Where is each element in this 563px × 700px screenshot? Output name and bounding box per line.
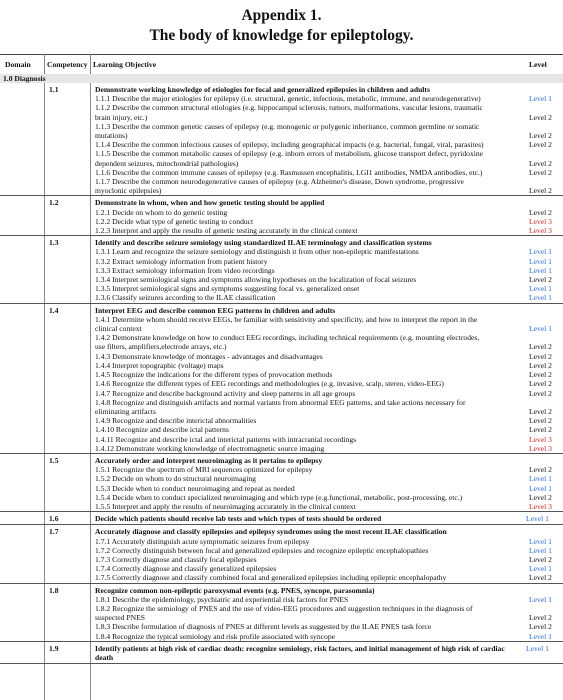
competency-section bbox=[0, 236, 563, 303]
level-value: Level 2 bbox=[529, 406, 552, 416]
level-value bbox=[525, 149, 563, 158]
learning-objective-text: 1.5.1 Recognize the spectrum of MRI sequences optimized for epilepsy bbox=[95, 465, 313, 475]
learning-objective-text: 1.8.2 Recognize the semiology of PNES and the use of video-EEG procedures and suggestion techniques in the diagnosis of bbox=[95, 603, 473, 613]
level-value: Level 2 bbox=[529, 275, 552, 285]
level-value: Level 3 bbox=[529, 434, 552, 444]
level-value: Level 3 bbox=[529, 443, 552, 453]
objective-row bbox=[0, 474, 563, 483]
objective-row bbox=[0, 315, 563, 324]
level-value: Level 2 bbox=[529, 554, 552, 564]
objective-row bbox=[0, 435, 563, 444]
learning-objective-text: brain injury, etc.) bbox=[95, 112, 148, 122]
column-header-competency: Competency bbox=[47, 60, 88, 69]
level-value: Level 1 bbox=[529, 256, 552, 266]
column-header-learning-objective: Learning Objective bbox=[93, 60, 157, 69]
objective-row bbox=[0, 131, 563, 140]
level-value: Level 1 bbox=[526, 514, 549, 524]
level-value: Level 1 bbox=[526, 643, 549, 653]
competency-title: Demonstrate working knowledge of etiologies for focal and generalized epilepsies in children and adults bbox=[95, 85, 430, 94]
learning-objective-text: 1.5.2 Decide on whom to do structural neuroimaging bbox=[95, 474, 256, 484]
learning-objective-text: 1.1.2 Describe the common structural etiologies (e.g. hippocampal sclerosis, tumors, malformations, vascular lesions, traumatic bbox=[95, 103, 483, 113]
competency-number: 1.9 bbox=[49, 643, 59, 653]
objective-row bbox=[0, 389, 563, 398]
level-value: Level 1 bbox=[529, 284, 552, 294]
learning-objective-text: 1.4.6 Recognize the different types of EEG recordings and methodologies (e.g. invasive, scalp, stereo, video-EEG) bbox=[95, 379, 444, 389]
learning-objective-text: 1.4.2 Demonstrate knowledge on how to conduct EEG recordings, including technical requirements (e.g. mounting electrodes, bbox=[95, 333, 480, 343]
competency-heading-row bbox=[0, 83, 563, 94]
objective-row bbox=[0, 555, 563, 564]
objective-row bbox=[0, 208, 563, 217]
learning-objective-text: 1.8.4 Recognize the typical semiology and risk profile associated with syncope bbox=[95, 631, 335, 641]
objective-row bbox=[0, 226, 563, 235]
learning-objective-text: 1.5.4 Decide when to conduct specialized neuroimaging and which type (e.g.functional, metabolic, post-processing, etc.) bbox=[95, 492, 463, 502]
competency-number: 1.5 bbox=[49, 455, 59, 465]
level-value: Level 1 bbox=[529, 293, 552, 303]
domain-label: 1.0 Diagnosis bbox=[3, 74, 46, 83]
objective-row bbox=[0, 361, 563, 370]
objective-row bbox=[0, 177, 563, 186]
learning-objective-text: 1.2.3 Interpret and apply the results of genetic testing accurately in the clinical context bbox=[95, 226, 358, 236]
objective-row bbox=[0, 444, 563, 453]
learning-objective-text: 1.3.6 Classify seizures according to the ILAE classification bbox=[95, 293, 276, 303]
learning-objective-text: suspected PNES bbox=[95, 613, 145, 623]
objective-row bbox=[0, 398, 563, 407]
competency-heading-row bbox=[0, 196, 563, 207]
level-value bbox=[525, 122, 563, 131]
learning-objective-text: dependent seizures, mitochondrial pathologies) bbox=[95, 158, 239, 168]
competency-number: 1.1 bbox=[49, 85, 59, 94]
learning-objective-text: 1.3.5 Interpret semiological signs and symptoms suggesting focal vs. generalized onset bbox=[95, 284, 360, 294]
learning-objective-text: 1.8.3 Describe formulation of diagnosis of PNES at different levels as suggested by the ILAE PNES task force bbox=[95, 622, 432, 632]
objective-row bbox=[0, 257, 563, 266]
level-value: Level 1 bbox=[529, 247, 552, 257]
learning-objective-text: 1.1.3 Describe the common genetic causes of epilepsy (e.g. monogenic or polygenic inheritance, common germline or somatic bbox=[95, 121, 480, 131]
objective-row bbox=[0, 324, 563, 333]
learning-objective-text: 1.1.1 Describe the major etiologies for epilepsy (i.e. structural, genetic, infectious, metabolic, immune, and neurodegenerative) bbox=[95, 94, 481, 104]
objective-row bbox=[0, 122, 563, 131]
learning-objective-text: 1.4.9 Recognize and describe interictal abnormalities bbox=[95, 416, 257, 426]
objective-row bbox=[0, 275, 563, 284]
competency-title: Accurately diagnose and classify epilepsies and epilepsy syndromes using the most recent ILAE classification bbox=[95, 527, 447, 537]
objective-row bbox=[0, 333, 563, 342]
learning-objective-text: 1.4.12 Demonstrate working knowledge of electromagnetic source imaging bbox=[95, 443, 325, 453]
level-value: Level 3 bbox=[529, 216, 552, 226]
column-header-domain: Domain bbox=[5, 60, 31, 69]
competency-heading-row bbox=[0, 525, 563, 536]
level-value: Level 1 bbox=[529, 594, 552, 604]
objective-row bbox=[0, 493, 563, 502]
learning-objective-text: 1.4.10 Recognize and describe ictal patterns bbox=[95, 425, 229, 435]
learning-objective-text: 1.7.5 Correctly diagnose and classify combined focal and generalized epilepsies including epileptic encephalopathy bbox=[95, 573, 447, 583]
learning-objective-text: 1.4.1 Determine whom should receive EEGs, be familiar with sensitivity and specificity, and how to interpret the report in the bbox=[95, 314, 478, 324]
objective-row bbox=[0, 502, 563, 511]
objective-row bbox=[0, 604, 563, 613]
competency-title: Recognize common non-epileptic paroxysmal events (e.g. PNES, syncope, parasomnia) bbox=[95, 585, 375, 595]
learning-objective-text: 1.4.7 Recognize and describe background activity and sleep patterns in all age groups bbox=[95, 388, 356, 398]
learning-objective-text: 1.8.1 Describe the epidemiology, psychiatric and experiential risk factors for PNES bbox=[95, 594, 349, 604]
objective-row bbox=[0, 113, 563, 122]
objective-row bbox=[0, 632, 563, 641]
competency-number: 1.4 bbox=[49, 305, 59, 315]
objective-row bbox=[0, 247, 563, 256]
level-value: Level 2 bbox=[529, 186, 552, 196]
learning-objective-text: clinical context bbox=[95, 324, 142, 334]
competency-title: Demonstrate in whom, when and how genetic testing should be applied bbox=[95, 198, 325, 208]
level-value: Level 2 bbox=[529, 465, 552, 475]
level-value: Level 2 bbox=[529, 425, 552, 435]
level-value: Level 1 bbox=[529, 94, 552, 104]
objective-row bbox=[0, 352, 563, 361]
level-value bbox=[525, 398, 563, 407]
learning-objective-text: 1.4.5 Recognize the indications for the different types of provocation methods bbox=[95, 370, 333, 380]
objective-row bbox=[0, 564, 563, 573]
competency-section bbox=[0, 642, 563, 664]
learning-objective-text: myoclonic epilepsies) bbox=[95, 186, 162, 196]
level-value: Level 2 bbox=[529, 158, 552, 168]
competency-title: Accurately order and interpret neuroimaging as it pertains to epilepsy bbox=[95, 455, 323, 465]
learning-objective-text: 1.4.4 Interpret topographic (voltage) maps bbox=[95, 360, 224, 370]
level-value: Level 2 bbox=[529, 351, 552, 361]
level-value bbox=[525, 604, 563, 613]
objective-row bbox=[0, 370, 563, 379]
level-value: Level 2 bbox=[529, 370, 552, 380]
objective-row bbox=[0, 595, 563, 604]
competency-heading-row bbox=[0, 512, 563, 524]
level-value bbox=[525, 103, 563, 112]
objective-row bbox=[0, 284, 563, 293]
objective-row bbox=[0, 622, 563, 631]
learning-objective-text: 1.3.4 Interpret semiological signs and symptoms allowing hypotheses on the localization of focal seizures bbox=[95, 275, 417, 285]
level-value: Level 2 bbox=[529, 388, 552, 398]
level-value: Level 1 bbox=[529, 564, 552, 574]
learning-objective-text: 1.5.5 Interpret and apply the results of neuroimaging accurately in the clinical context bbox=[95, 501, 356, 511]
competency-title: Interpret EEG and describe common EEG patterns in children and adults bbox=[95, 305, 336, 315]
objective-row bbox=[0, 546, 563, 555]
objective-row bbox=[0, 266, 563, 275]
level-value: Level 2 bbox=[529, 112, 552, 122]
competency-table-body bbox=[0, 83, 563, 664]
competency-section bbox=[0, 525, 563, 583]
competency-number: 1.8 bbox=[49, 585, 59, 595]
learning-objective-text: 1.4.8 Recognize and distinguish artifacts and normal variants from abnormal EEG patterns, and take actions necessary for bbox=[95, 397, 466, 407]
competency-section bbox=[0, 83, 563, 196]
competency-heading-row bbox=[0, 236, 563, 247]
learning-objective-text: mutations) bbox=[95, 131, 128, 141]
objective-row bbox=[0, 217, 563, 226]
objective-row bbox=[0, 425, 563, 434]
objective-row bbox=[0, 484, 563, 493]
objective-row bbox=[0, 537, 563, 546]
objective-row bbox=[0, 140, 563, 149]
learning-objective-text: 1.7.3 Correctly diagnose and classify focal epilepsies bbox=[95, 554, 257, 564]
level-value: Level 2 bbox=[529, 416, 552, 426]
level-value bbox=[525, 177, 563, 186]
learning-objective-text: 1.3.3 Extract semiology information from video recordings bbox=[95, 265, 275, 275]
objective-row bbox=[0, 159, 563, 168]
level-value: Level 1 bbox=[529, 474, 552, 484]
learning-objective-text: 1.3.1 Learn and recognize the seizure semiology and distinguish it from other non-epileptic manifestations bbox=[95, 247, 419, 257]
table-header-row bbox=[0, 54, 563, 75]
objective-row bbox=[0, 379, 563, 388]
learning-objective-text: 1.3.2 Extract semiology information from patient history bbox=[95, 256, 268, 266]
competency-heading-row bbox=[0, 454, 563, 465]
learning-objective-text: 1.2.2 Decide what type of genetic testing to conduct bbox=[95, 216, 254, 226]
objective-row bbox=[0, 293, 563, 302]
level-value: Level 2 bbox=[529, 573, 552, 583]
learning-objective-text: 1.5.3 Decide when to conduct neuroimaging and repeat as needed bbox=[95, 483, 295, 493]
document-title: The body of knowledge for epileptology. bbox=[149, 27, 414, 44]
learning-objective-text: 1.7.2 Correctly distinguish between focal and generalized epilepsies and recognize epileptic encephalopathies bbox=[95, 545, 429, 555]
level-value: Level 1 bbox=[529, 265, 552, 275]
level-value: Level 1 bbox=[529, 483, 552, 493]
level-value: Level 2 bbox=[529, 167, 552, 177]
learning-objective-text: use filters, amplifiers,electrode arrays, etc.) bbox=[95, 342, 227, 352]
objective-row bbox=[0, 416, 563, 425]
level-value: Level 1 bbox=[529, 324, 552, 334]
learning-objective-text: 1.7.1 Accurately distinguish acute symptomatic seizures from epilepsy bbox=[95, 536, 310, 546]
domain-row bbox=[0, 74, 563, 83]
competency-number: 1.7 bbox=[49, 527, 59, 537]
competency-number: 1.3 bbox=[49, 238, 59, 248]
level-value: Level 3 bbox=[529, 226, 552, 236]
competency-heading-row bbox=[0, 584, 563, 595]
level-value: Level 2 bbox=[529, 140, 552, 150]
competency-heading-row bbox=[0, 304, 563, 315]
learning-objective-text: 1.1.6 Describe the common immune causes of epilepsy (e.g. Rasmussen encephalitis, LGI1 antibodies, NMDA antibodies, etc.) bbox=[95, 167, 483, 177]
objective-row bbox=[0, 573, 563, 582]
objective-row bbox=[0, 94, 563, 103]
objective-row bbox=[0, 407, 563, 416]
level-value: Level 1 bbox=[529, 631, 552, 641]
competency-number: 1.2 bbox=[49, 198, 59, 208]
competency-title: Decide which patients should receive lab tests and which types of tests should be ordered bbox=[95, 514, 382, 524]
objective-row bbox=[0, 465, 563, 474]
level-value: Level 2 bbox=[529, 622, 552, 632]
competency-section bbox=[0, 512, 563, 525]
level-value: Level 2 bbox=[529, 492, 552, 502]
learning-objective-text: 1.2.1 Decide on whom to do genetic testing bbox=[95, 207, 228, 217]
objective-row bbox=[0, 103, 563, 112]
competency-title: Identify and describe seizure semiology using standardized ILAE terminology and classification systems bbox=[95, 238, 432, 248]
level-value: Level 2 bbox=[529, 342, 552, 352]
level-value bbox=[525, 315, 563, 324]
learning-objective-text: eliminating artifacts bbox=[95, 406, 156, 416]
column-header-level: Level bbox=[529, 60, 547, 69]
level-value: Level 2 bbox=[529, 131, 552, 141]
level-value bbox=[525, 333, 563, 342]
appendix-heading: Appendix 1. bbox=[241, 7, 322, 24]
competency-section bbox=[0, 196, 563, 236]
competency-number: 1.6 bbox=[49, 514, 59, 524]
competency-heading-row bbox=[0, 642, 563, 663]
level-value: Level 1 bbox=[529, 545, 552, 555]
level-value: Level 2 bbox=[529, 207, 552, 217]
objective-row bbox=[0, 149, 563, 158]
objective-row bbox=[0, 613, 563, 622]
level-value: Level 2 bbox=[529, 613, 552, 623]
learning-objective-text: 1.1.4 Describe the common infectious causes of epilepsy, including geographical impacts (e.g. bacterial, fungal, viral, parasites) bbox=[95, 140, 484, 150]
objective-row bbox=[0, 168, 563, 177]
learning-objective-text: 1.1.7 Describe the common neurodegenerative causes of epilepsy (e.g. Alzheimer's disease, Down syndrome, progressive bbox=[95, 177, 464, 187]
level-value: Level 2 bbox=[529, 360, 552, 370]
objective-row bbox=[0, 342, 563, 351]
learning-objective-text: 1.1.5 Describe the common metabolic causes of epilepsy (e.g. inborn errors of metabolism, glucose transport defect, pyridoxine bbox=[95, 149, 484, 159]
competency-section bbox=[0, 454, 563, 512]
learning-objective-text: 1.7.4 Correctly diagnose and classify generalized epilepsies bbox=[95, 564, 277, 574]
level-value: Level 3 bbox=[529, 501, 552, 511]
competency-section bbox=[0, 304, 563, 454]
competency-section bbox=[0, 584, 563, 642]
learning-objective-text: 1.4.3 Demonstrate knowledge of montages - advantages and disadvantages bbox=[95, 351, 323, 361]
objective-row bbox=[0, 186, 563, 195]
level-value: Level 2 bbox=[529, 379, 552, 389]
competency-title: Identify patients at high risk of cardiac death: recognize semiology, risk factors, and initial management of high risk of cardiac death bbox=[95, 643, 505, 662]
level-value: Level 1 bbox=[529, 536, 552, 546]
learning-objective-text: 1.4.11 Recognize and describe ictal and interictal patterns with intracranial recordings bbox=[95, 434, 357, 444]
